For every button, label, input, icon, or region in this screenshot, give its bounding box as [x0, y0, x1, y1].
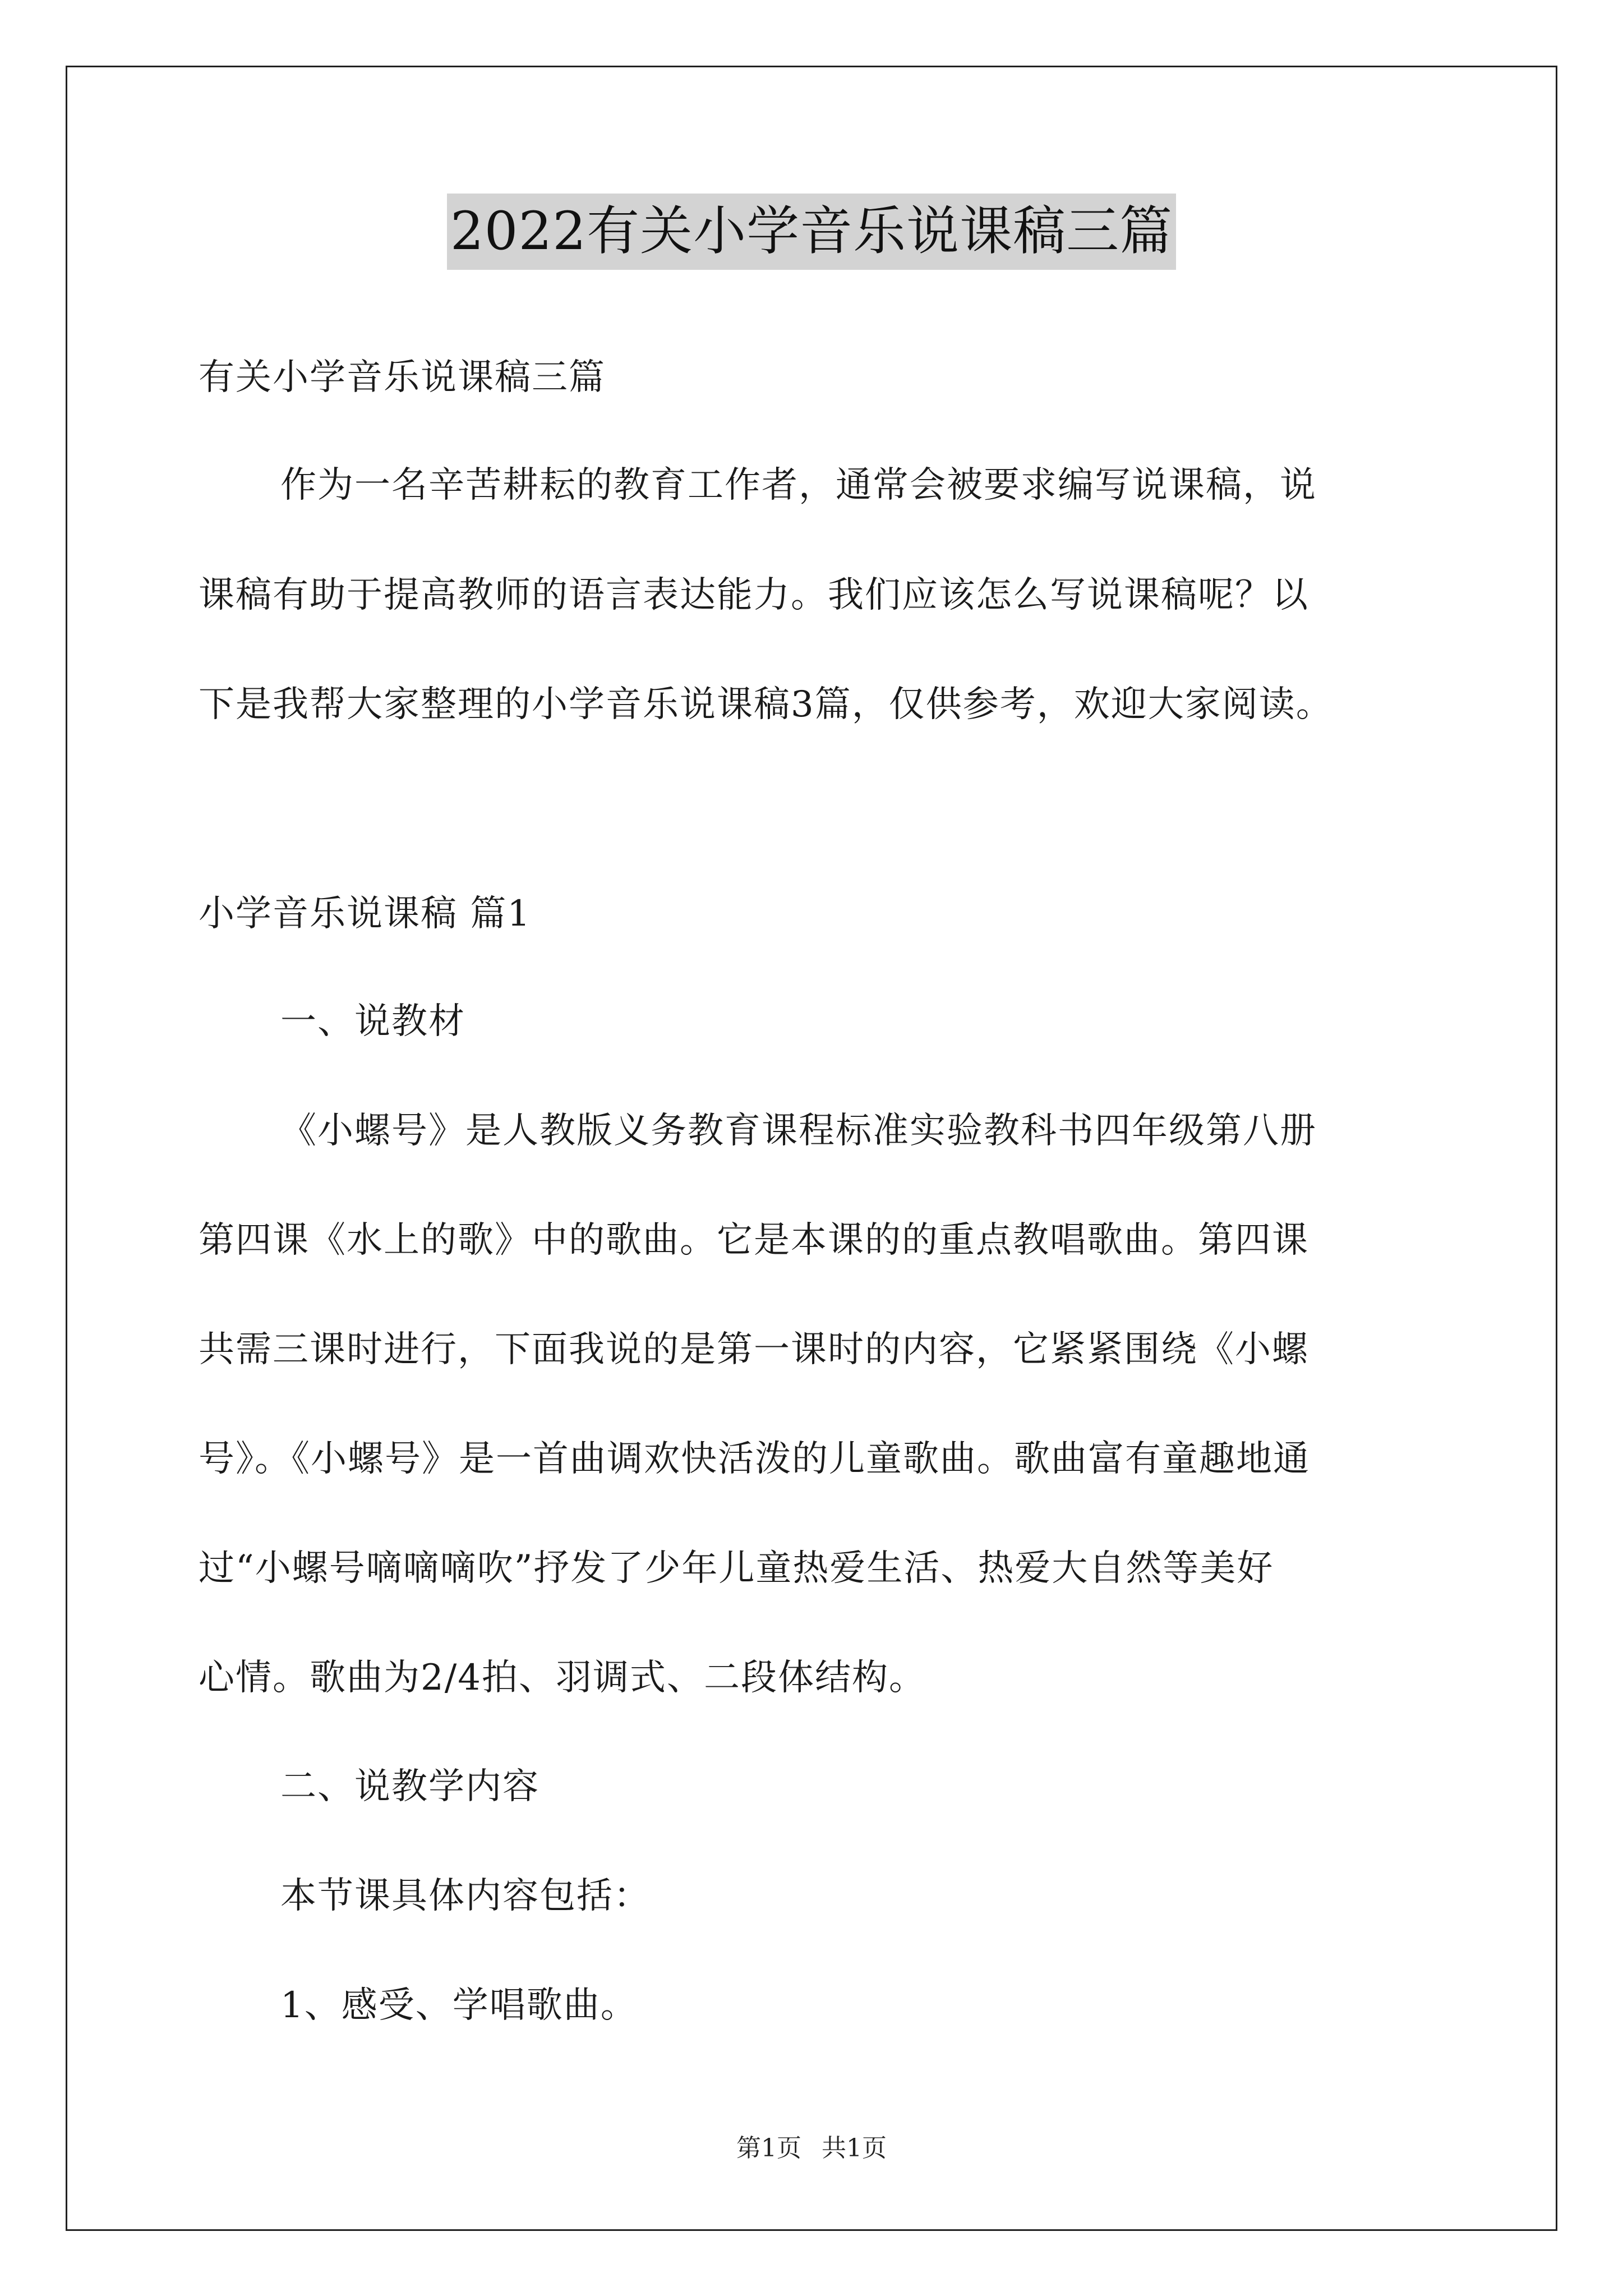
document-title: 2022有关小学音乐说课稿三篇 [447, 194, 1176, 270]
part1-heading: 一、说教材 [280, 1001, 465, 1042]
page-footer [0, 2132, 1623, 2165]
part2-heading: 二、说教学内容 [280, 1766, 540, 1807]
part1-line-1: 《小螺号》是人教版义务教育课程标准实验教科书四年级第八册 [280, 1110, 1317, 1152]
page-number-current: 第1页 [736, 2134, 801, 2162]
part1-line-2: 第四课《水上的歌》中的歌曲。它是本课的的重点教唱歌曲。第四课 [199, 1220, 1309, 1261]
section-heading: 小学音乐说课稿 篇1 [199, 893, 532, 935]
part1-line-3: 共需三课时进行，下面我说的是第一课时的内容，它紧紧围绕《小螺 [199, 1329, 1309, 1370]
title-container [0, 194, 1623, 270]
part1-line-5: 过“小螺号嘀嘀嘀吹”抒发了少年儿童热爱生活、热爱大自然等美好 [199, 1548, 1274, 1589]
part2-item-1: 1、感受、学唱歌曲。 [280, 1985, 638, 2026]
part1-line-4: 号》。《小螺号》是一首曲调欢快活泼的儿童歌曲。歌曲富有童趣地通 [199, 1438, 1310, 1480]
intro-line-2: 课稿有助于提高教师的语言表达能力。我们应该怎么写说课稿呢？以 [199, 574, 1309, 616]
intro-line-3: 下是我帮大家整理的小学音乐说课稿3篇，仅供参考，欢迎大家阅读。 [199, 684, 1333, 725]
page-number-total: 共1页 [822, 2134, 887, 2162]
document-subtitle: 有关小学音乐说课稿三篇 [199, 357, 606, 398]
part2-intro: 本节课具体内容包括： [280, 1875, 651, 1917]
intro-line-1: 作为一名辛苦耕耘的教育工作者，通常会被要求编写说课稿，说 [280, 464, 1317, 506]
part1-line-6: 心情。歌曲为2/4拍、羽调式、二段体结构。 [199, 1657, 926, 1699]
